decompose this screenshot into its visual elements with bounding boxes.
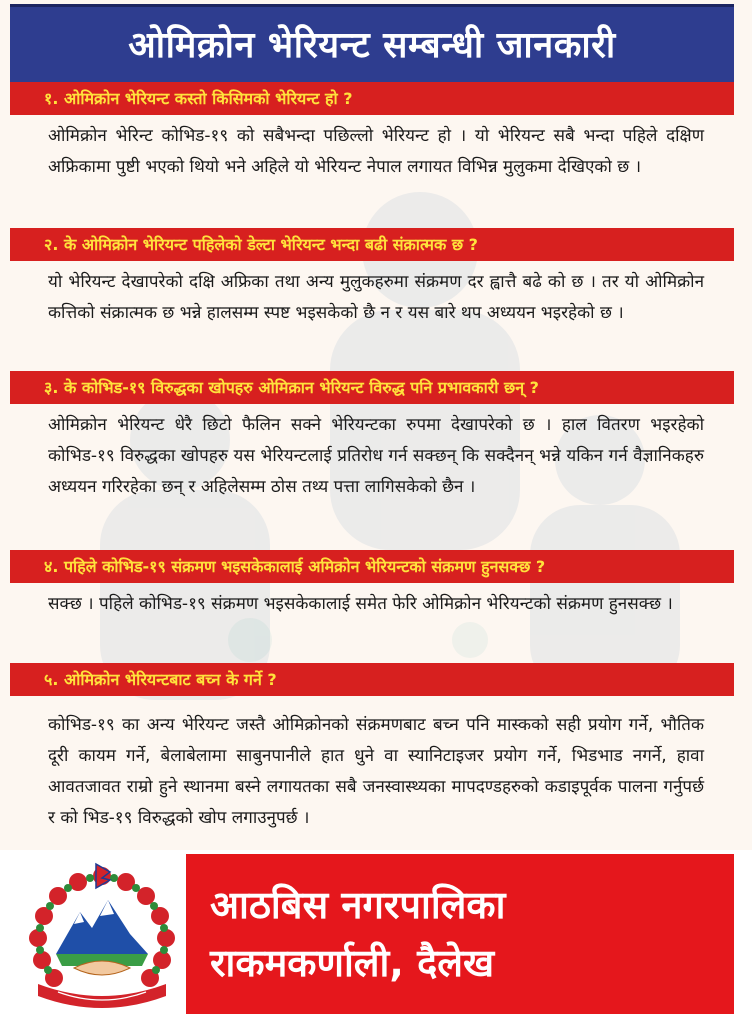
faq-answer-4: सक्छ । पहिले कोभिड-१९ संक्रमण भइसकेकालाई समेत फेरि ओमिक्रोन भेरियन्टको संक्रमण हुनसक्छ । [48, 594, 673, 614]
faq-list [10, 82, 734, 861]
faq-section-1 [10, 82, 734, 228]
faq-section-3 [10, 371, 734, 550]
faq-section-2 [10, 228, 734, 371]
faq-question-4: ४. पहिले कोभिड-१९ संक्रमण भइसकेकालाई अमिक्रोन भेरियन्टको संक्रमण हुनसक्छ ? [10, 550, 734, 583]
municipality-banner [186, 854, 734, 1014]
municipality-location: राकमकर्णाली, दैलेख [210, 941, 495, 985]
faq-answer-5: कोभिड-१९ का अन्य भेरियन्ट जस्तै ओमिक्रोनको संक्रमणबाट बच्न पनि मास्कको सही प्रयोग गर्ने, भौतिक दूरी कायम गर्ने, बेलाबेलामा साबुनपानीले हात धुने वा स्यानिटाइजर प्रयोग गर्ने, भिडभाड नगर्ने, हावा आवतजावत राम्रो हुने स्थानमा बस्ने लगायतका सबै जनस्वास्थ्यका मापदण्डहरुको कडाइपूर्वक पालना गर्नुपर्छ र को भिड-१९ विरुद्धको खोप लगाउनुपर्छ । [48, 715, 704, 828]
page-title: ओमिक्रोन भेरियन्ट सम्बन्धी जानकारी [10, 4, 734, 85]
faq-question-1: १. ओमिक्रोन भेरियन्ट कस्तो किसिमको भेरियन्ट हो ? [10, 82, 734, 115]
faq-section-4 [10, 550, 734, 663]
footer [0, 850, 752, 1024]
faq-answer-3: ओमिक्रोन भेरियन्ट धेरै छिटो फैलिन सक्ने भेरियन्टका रुपमा देखापरेको छ । हाल वितरण भइरहेको कोभिड-१९ विरुद्धका खोपहरु यस भेरियन्टलाई प्रतिरोध गर्न सक्छन् कि सक्दैनन् भन्ने यकिन गर्न वैज्ञानिकहरु अध्ययन गरिरहेका छन् र अहिलेसम्म ठोस तथ्य पत्ता लागिसकेको छैन । [48, 415, 704, 497]
faq-question-2: २. के ओमिक्रोन भेरियन्ट पहिलेको डेल्टा भेरियन्ट भन्दा बढी संक्रात्मक छ ? [10, 228, 734, 261]
faq-answer-1: ओमिक्रोन भेरिन्ट कोभिड-१९ को सबैभन्दा पछिल्लो भेरियन्ट हो । यो भेरियन्ट सबै भन्दा पहिले दक्षिण अफ्रिकामा पुष्टी भएको थियो भने अहिले यो भेरियन्ट नेपाल लगायत विभिन्न मुलुकमा देखिएको छ । [48, 126, 704, 177]
faq-question-3: ३. के कोभिड-१९ विरुद्धका खोपहरु ओमिक्रान भेरियन्ट विरुद्ध पनि प्रभावकारी छन् ? [10, 371, 734, 404]
faq-question-5: ५. ओमिक्रोन भेरियन्टबाट बच्न के गर्ने ? [10, 663, 734, 696]
faq-section-5 [10, 663, 734, 861]
faq-answer-2: यो भेरियन्ट देखापरेको दक्षि अफ्रिका तथा अन्य मुलुकहरुमा संक्रमण दर ह्वात्तै बढे को छ । तर यो ओमिक्रोन कत्तिको संक्रात्मक छ भन्ने हालसम्म स्पष्ट भइसकेको छै न र यस बारे थप अध्ययन भइरहेको छ । [48, 272, 704, 323]
nepal-emblem-icon [18, 858, 186, 1018]
municipality-name: आठबिस नगरपालिका [210, 883, 506, 927]
